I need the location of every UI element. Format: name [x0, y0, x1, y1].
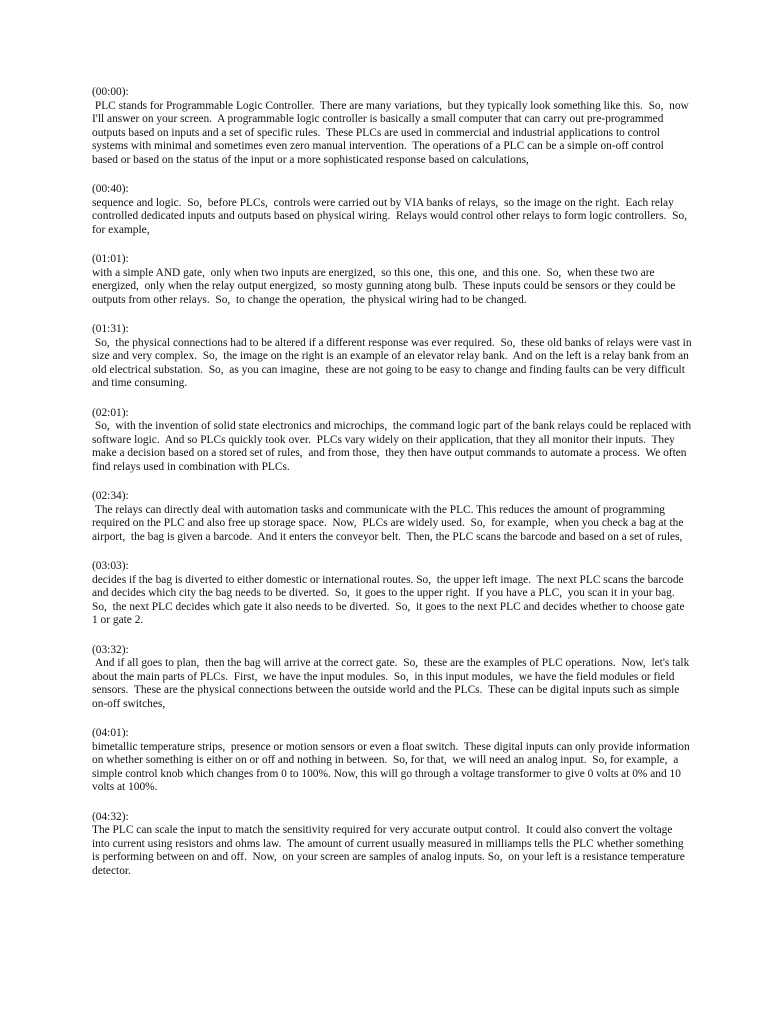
transcript-page [92, 86, 695, 894]
transcript-segment-0303 [92, 560, 692, 628]
timestamp: (03:32): [92, 643, 129, 656]
segment-text: decides if the bag is diverted to either domestic or international routes. So, the upper left image. The next PLC scans the barcode and decides which city the bag needs to be diverted. So, it goes to the upper right. If you have a PLC, you scan it in your bag. So, the next PLC decides which gate it also needs to be diverted. So, it goes to the next PLC and decides whether to choose gate 1 or gate 2. [92, 573, 688, 626]
transcript-segment-0332 [92, 644, 692, 712]
transcript-segment-0040 [92, 183, 692, 237]
segment-text: So, with the invention of solid state electronics and microchips, the command logic part of the bank relays could be replaced with software logic. And so PLCs quickly took over. PLCs vary widely on their application, that they all monitor their inputs. They make a decision based on a stored set of rules, and from those, they then have output commands to automate a process. We often find relays used in combination with PLCs. [92, 420, 694, 473]
timestamp: (02:01): [92, 406, 129, 419]
transcript-segment-0131 [92, 323, 695, 391]
segment-text: The relays can directly deal with automation tasks and communicate with the PLC. This reduces the amount of programming required on the PLC and also free up storage space. Now, PLCs are widely used. So, for example, when you check a bag at the airport, the bag is given a barcode. And it enters the conveyor belt. Then, the PLC scans the barcode and based on a set of rules, [92, 503, 687, 543]
segment-text: with a simple AND gate, only when two inputs are energized, so this one, this one, and this one. So, when these two are energized, only when the relay output energized, so mosty gunning atong bulb. These inputs could be sensors or they could be outputs from other relays. So, to change the operation, the physical wiring had to be changed. [92, 266, 679, 306]
timestamp: (02:34): [92, 490, 129, 502]
timestamp: (01:01): [92, 253, 129, 265]
timestamp: (00:40): [92, 183, 129, 195]
transcript-segment-0201 [92, 407, 692, 475]
timestamp: (00:00): [92, 86, 129, 98]
timestamp: (04:32): [92, 810, 129, 823]
segment-text: PLC stands for Programmable Logic Controller. There are many variations, but they typically look something like this. So, now I'll answer on your screen. A programmable logic controller is basically a small computer that can carry out pre-programmed outputs based on inputs and a set of specific rules. These PLCs are used in commercial and industrial applications to control systems with minimal and sometimes even zero manual intervention. The operations of a PLC can be a simple on-off control based or based on the status of the input or a more sophisticated response based on calculations, [92, 99, 692, 166]
segment-text: bimetallic temperature strips, presence or motion sensors or even a float switch. These digital inputs can only provide information on whether something is either on or off and nothing in between. So, for that, we will need an analog input. So, for example, a simple control knob which changes from 0 to 100%. Now, this will go through a voltage transformer to give 0 volts at 0% and 10 volts at 100%. [92, 740, 693, 793]
segment-text: And if all goes to plan, then the bag will arrive at the correct gate. So, these are the examples of PLC operations. Now, let's talk about the main parts of PLCs. First, we have the input modules. So, in this input modules, we have the field modules or field sensors. These are the physical connections between the outside world and the PLCs. These can be digital inputs such as simple on-off switches, [92, 657, 693, 710]
transcript-segment-0101 [92, 253, 692, 307]
transcript-segment-0401 [92, 727, 692, 795]
transcript-segment-0432 [92, 811, 692, 879]
transcript-segment-0234 [92, 490, 692, 544]
segment-text: The PLC can scale the input to match the sensitivity required for very accurate output control. It could also convert the voltage into current using resistors and ohms law. The amount of current usually measured in milliamps tells the PLC whether something is performing between on and off. Now, on your screen are samples of analog inputs. So, on your left is a resistance temperature detector. [92, 824, 688, 877]
timestamp: (04:01): [92, 727, 129, 739]
segment-text: sequence and logic. So, before PLCs, controls were carried out by VIA banks of relays, so the image on the right. Each relay controlled dedicated inputs and outputs based on physical wiring. Relays would control other relays to form logic controllers. So, for example, [92, 196, 693, 236]
timestamp: (01:31): [92, 323, 129, 335]
timestamp: (03:03): [92, 560, 129, 572]
segment-text: So, the physical connections had to be altered if a different response was ever required. So, these old banks of relays were vast in size and very complex. So, the image on the right is an example of an elevator relay bank. And on the left is a relay bank from an old electrical substation. So, as you can imagine, these are not going to be easy to change and finding faults can be very difficult and time consuming. [92, 336, 695, 389]
transcript-segment-0000 [92, 86, 692, 167]
